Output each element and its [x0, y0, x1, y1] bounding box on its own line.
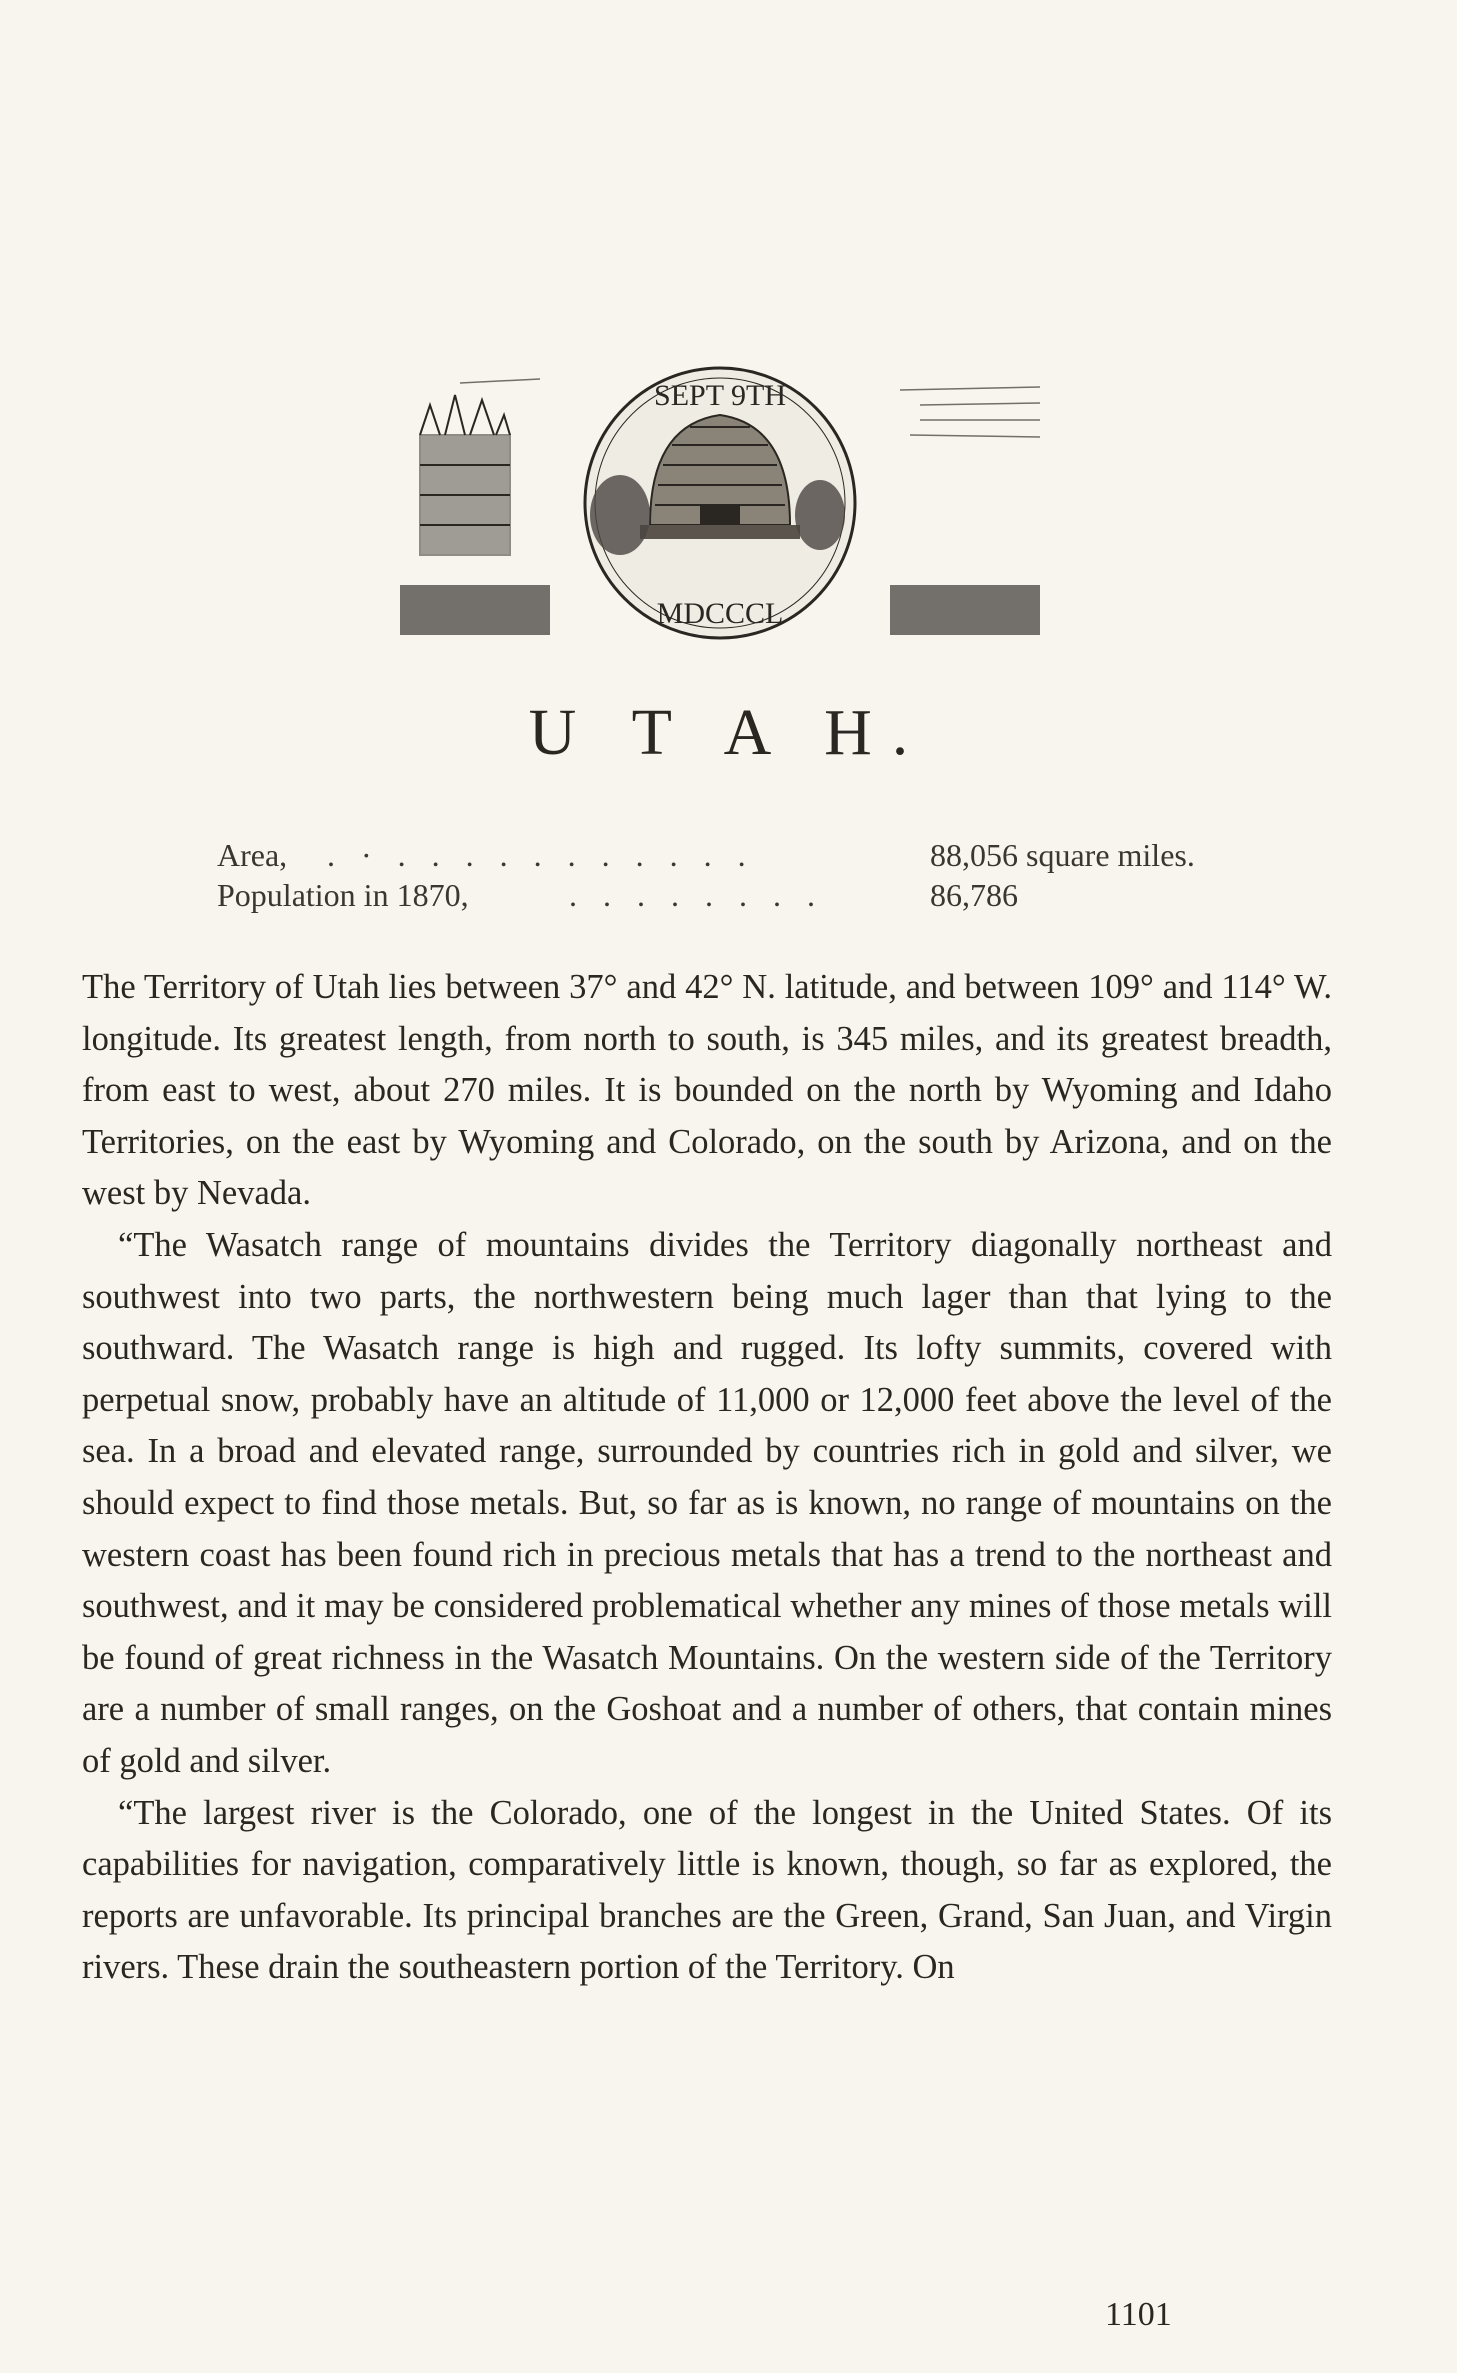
population-row	[217, 875, 1277, 915]
castle-icon	[420, 395, 510, 555]
paragraph: “The Wasatch range of mountains divides the Territory diagonally northeast and southwest into two parts, the northwestern being much lager than that lying to the southward. The Wasatch range is high and rugged. Its lofty summits, covered with perpetual snow, probably have an altitude of 11,000 or 12,000 feet above the level of the sea. In a broad and elevated range, surrounded by countries rich in gold and silver, we should expect to find those metals. But, so far as is known, no range of mountains on the western coast has been found rich in precious metals that has a trend to the northeast and southwest, and it may be considered problematical whether any mines of those metals will be found of great richness in the Wasatch Mountains. On the western side of the Territory are a number of small ranges, on the Goshoat and a number of others, that contain mines of gold and silver.	[82, 1225, 1332, 1780]
seal-top-text: SEPT 9TH	[654, 379, 786, 412]
territorial-seal-engraving	[400, 365, 1040, 665]
statistics-table	[217, 835, 1277, 915]
population-value: 86,786	[930, 877, 1018, 913]
area-row	[217, 835, 1277, 875]
body-text	[82, 962, 1332, 1994]
area-label: Area,	[217, 837, 288, 873]
population-label: Population in 1870,	[217, 877, 469, 913]
page-number: 1101	[1105, 2296, 1172, 2333]
area-value: 88,056 square miles.	[930, 837, 1195, 873]
seal-bottom-text: MDCCCL	[656, 597, 784, 630]
leader-dots: . · . . . . . . . . . . .	[327, 837, 755, 873]
page-title: U T A H.	[528, 696, 929, 769]
leader-dots: . . . . . . . .	[569, 877, 824, 913]
paragraph: “The largest river is the Colorado, one of the longest in the United States. Of its capabilities for navigation, comparatively little is known, though, so far as explored, the reports are unfavorable. Its principal branches are the Green, Grand, San Juan, and Virgin rivers. These drain the southeastern portion of the Territory. On	[82, 1793, 1332, 1987]
paragraph: The Territory of Utah lies between 37° and 42° N. latitude, and between 109° and 114° W. longitude. Its greatest length, from north to south, is 345 miles, and its greatest breadth, from east to west, about 270 miles. It is bounded on the north by Wyoming and Idaho Territories, on the east by Wyoming and Colorado, on the south by Arizona, and on the west by Nevada.	[82, 968, 1332, 1213]
